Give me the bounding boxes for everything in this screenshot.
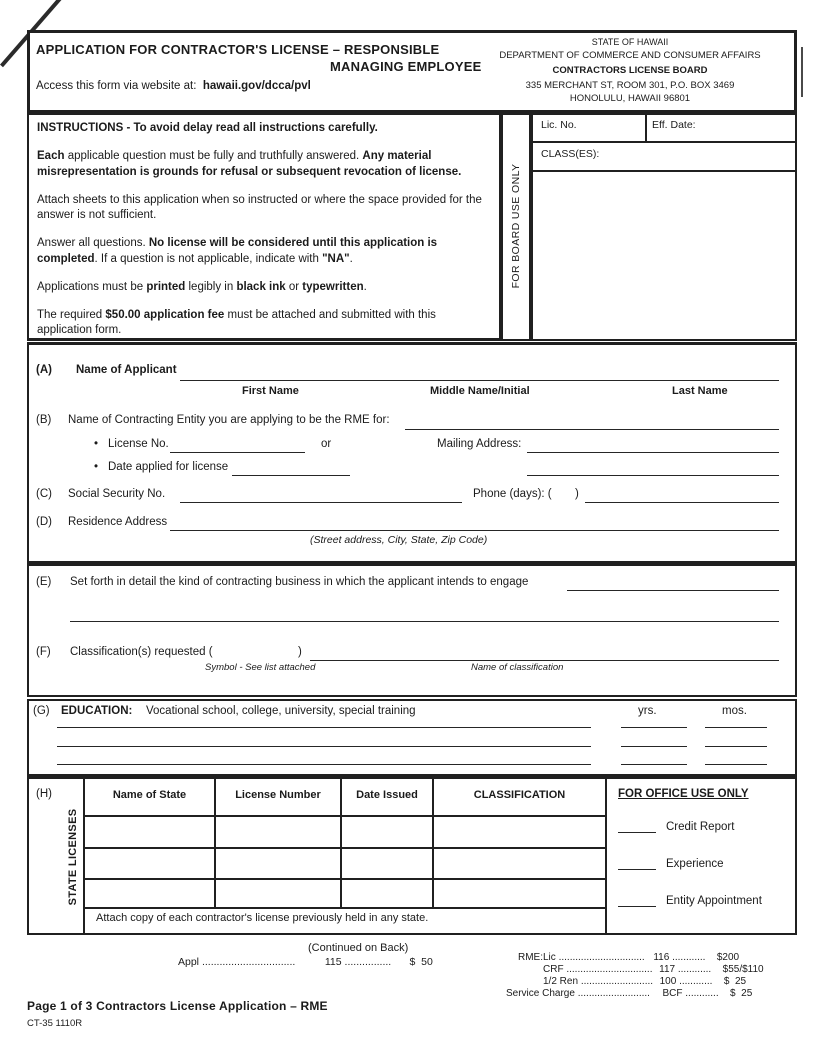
office-use-heading: FOR OFFICE USE ONLY: [618, 788, 749, 800]
license-no-label: License No.: [108, 438, 169, 450]
rme-crf-amount: $55/$110: [722, 964, 764, 975]
mailing-address-field-2[interactable]: [527, 475, 779, 476]
classification-close-paren: ): [298, 646, 302, 658]
rme-crf-code: 117: [659, 964, 676, 975]
first-name-label: First Name: [242, 385, 299, 397]
table-hline-row3: [83, 907, 605, 909]
phone-label: Phone (days): (: [473, 488, 552, 500]
state-license-row-2[interactable]: [85, 849, 603, 876]
contracting-entity-field[interactable]: [405, 429, 779, 430]
appl-fee-code: 115: [324, 956, 342, 968]
col-classification: CLASSIFICATION: [473, 789, 566, 801]
website-link[interactable]: hawaii.gov/dcca/pvl: [202, 80, 311, 92]
access-prefix: Access this form via website at:: [36, 80, 197, 92]
rme-lic-code: 116: [653, 952, 670, 963]
education-mos-field-3[interactable]: [705, 764, 767, 765]
agency-line2: DEPARTMENT OF COMMERCE AND CONSUMER AFFAIRS: [499, 50, 761, 61]
rme-lic-label: Lic: [543, 952, 556, 963]
education-desc: Vocational school, college, university, special training: [146, 705, 416, 717]
section-g-id: (G): [33, 705, 50, 717]
experience-blank[interactable]: [618, 869, 656, 870]
classes-label: CLASS(ES):: [541, 148, 600, 160]
section-f-label: Classification(s) requested (: [70, 646, 213, 658]
education-field-1[interactable]: [57, 727, 591, 728]
entity-appointment-blank[interactable]: [618, 906, 656, 907]
service-charge-label: Service Charge: [506, 988, 575, 999]
footer-page-line: Page 1 of 3 Contractors License Application – RME: [27, 999, 328, 1013]
board-row-divider-2: [533, 170, 795, 172]
education-field-3[interactable]: [57, 764, 591, 765]
credit-report-blank[interactable]: [618, 832, 656, 833]
education-label: EDUCATION:: [61, 705, 133, 717]
rme-ren-label: 1/2 Ren: [543, 976, 579, 987]
rme-lic-line: Lic ............................... 116 ............ $200: [543, 952, 740, 963]
mos-header: mos.: [722, 705, 747, 717]
yrs-header: yrs.: [638, 705, 657, 717]
last-name-label: Last Name: [672, 385, 728, 397]
classification-name-hint: Name of classification: [471, 662, 564, 673]
service-charge-amount: $ 25: [730, 988, 753, 999]
service-charge-line: Service Charge .......................... BCF ............ $ 25: [506, 988, 753, 999]
col-date-issued: Date Issued: [356, 789, 418, 801]
appl-fee-amount: $ 50: [409, 956, 433, 968]
form-title-line1: APPLICATION FOR CONTRACTOR'S LICENSE – RESPONSIBLE: [36, 42, 440, 57]
section-a-label: Name of Applicant: [76, 364, 177, 376]
access-line: [36, 80, 311, 93]
or-label: or: [321, 438, 332, 450]
credit-report-label: Credit Report: [666, 821, 735, 833]
education-mos-field-1[interactable]: [705, 727, 767, 728]
state-licenses-vertical-label: STATE LICENSES: [67, 808, 79, 906]
phone-field[interactable]: [585, 502, 779, 503]
board-use-blank-area[interactable]: [534, 173, 794, 338]
instructions-text: [37, 121, 489, 351]
ssn-label: Social Security No.: [68, 488, 166, 500]
agency-line1: STATE OF HAWAII: [591, 37, 669, 47]
eff-date-label: Eff. Date:: [652, 119, 696, 131]
rme-crf-line: CRF ............................... 117 ............ $55/$110: [543, 964, 764, 975]
bullet-1: •: [94, 438, 99, 450]
scan-edge-artifact: [801, 47, 803, 97]
board-use-vertical-label: FOR BOARD USE ONLY: [510, 163, 522, 289]
agency-line3: CONTRACTORS LICENSE BOARD: [552, 65, 708, 76]
license-no-field[interactable]: [170, 452, 305, 453]
rme-ren-amount: $ 25: [723, 976, 747, 987]
date-applied-label: Date applied for license: [108, 461, 229, 473]
entity-appointment-label: Entity Appointment: [666, 895, 762, 907]
section-a-id: (A): [36, 364, 52, 376]
service-charge-code: BCF: [662, 988, 683, 999]
footer-form-number: CT-35 1110R: [27, 1018, 83, 1029]
bullet-2: •: [94, 461, 99, 473]
middle-name-label: Middle Name/Initial: [430, 385, 530, 397]
state-license-row-3[interactable]: [85, 880, 603, 905]
symbol-hint: Symbol - See list attached: [205, 662, 316, 673]
lic-eff-divider: [645, 113, 647, 143]
section-d-id: (D): [36, 516, 52, 528]
residence-address-label: Residence Address: [68, 516, 168, 528]
education-yrs-field-3[interactable]: [621, 764, 687, 765]
section-c-id: (C): [36, 488, 52, 500]
rme-ren-code: 100: [659, 976, 677, 987]
lic-no-label: Lic. No.: [541, 119, 577, 131]
col-license-number: License Number: [235, 789, 321, 801]
instructions-p1: INSTRUCTIONS - To avoid delay read all instructions carefully.: [37, 122, 378, 134]
phone-close-paren: ): [575, 488, 579, 500]
instructions-p2: Each applicable question must be fully and truthfully answered. Any material misrepresentation is grounds for refusal or subsequent revocation of license.: [37, 150, 462, 178]
rme-ren-line: 1/2 Ren .......................... 100 ............ $ 25: [543, 976, 747, 987]
experience-label: Experience: [666, 858, 724, 870]
board-row-divider-1: [533, 141, 795, 143]
section-e-id: (E): [36, 576, 52, 588]
section-h-id: (H): [36, 788, 52, 800]
section-b-id: (B): [36, 414, 52, 426]
residence-address-hint: (Street address, City, State, Zip Code): [310, 534, 488, 546]
instructions-p3: Attach sheets to this application when so instructed or where the space provided for the answer is not sufficient.: [37, 193, 482, 221]
appl-fee-label: Appl: [178, 956, 200, 968]
agency-line5: HONOLULU, HAWAII 96801: [569, 93, 691, 104]
mailing-address-label: Mailing Address:: [437, 438, 522, 450]
ssn-field[interactable]: [180, 502, 462, 503]
instructions-p6: The required $50.00 application fee must be attached and submitted with this application form.: [37, 308, 436, 336]
applicant-name-field[interactable]: [180, 380, 779, 381]
education-yrs-field-1[interactable]: [621, 727, 687, 728]
education-mos-field-2[interactable]: [705, 746, 767, 747]
residence-address-field[interactable]: [170, 530, 779, 531]
rme-crf-label: CRF: [543, 964, 564, 975]
col-name-of-state: Name of State: [112, 789, 187, 801]
rme-label: RME:: [518, 952, 543, 963]
business-detail-field-1[interactable]: [567, 590, 779, 591]
education-yrs-field-2[interactable]: [621, 746, 687, 747]
state-license-note: Attach copy of each contractor's license previously held in any state.: [96, 912, 429, 924]
section-f-id: (F): [36, 646, 51, 658]
section-b-label: Name of Contracting Entity you are applying to be the RME for:: [68, 414, 390, 426]
state-license-row-1[interactable]: [85, 817, 603, 845]
business-detail-field-2[interactable]: [70, 621, 779, 622]
form-title-line2: MANAGING EMPLOYEE: [330, 59, 482, 74]
section-e-label: Set forth in detail the kind of contracting business in which the applicant intends to engage: [70, 576, 529, 588]
date-applied-field[interactable]: [232, 475, 350, 476]
appl-fee-line: Appl ................................ 115 ................ $ 50: [178, 956, 433, 968]
mailing-address-field[interactable]: [527, 452, 779, 453]
instructions-p5: Applications must be printed legibly in black ink or typewritten.: [37, 280, 367, 293]
rme-lic-amount: $200: [716, 952, 740, 963]
instructions-p4: Answer all questions. No license will be considered until this application is completed. If a question is not applicable, indicate with "NA".: [37, 237, 438, 265]
classification-name-field[interactable]: [310, 660, 779, 661]
classification-symbol-field[interactable]: [228, 644, 294, 659]
education-field-2[interactable]: [57, 746, 591, 747]
continued-on-back: (Continued on Back): [308, 942, 409, 954]
agency-line4: 335 MERCHANT ST, ROOM 301, P.O. BOX 3469: [525, 80, 735, 91]
